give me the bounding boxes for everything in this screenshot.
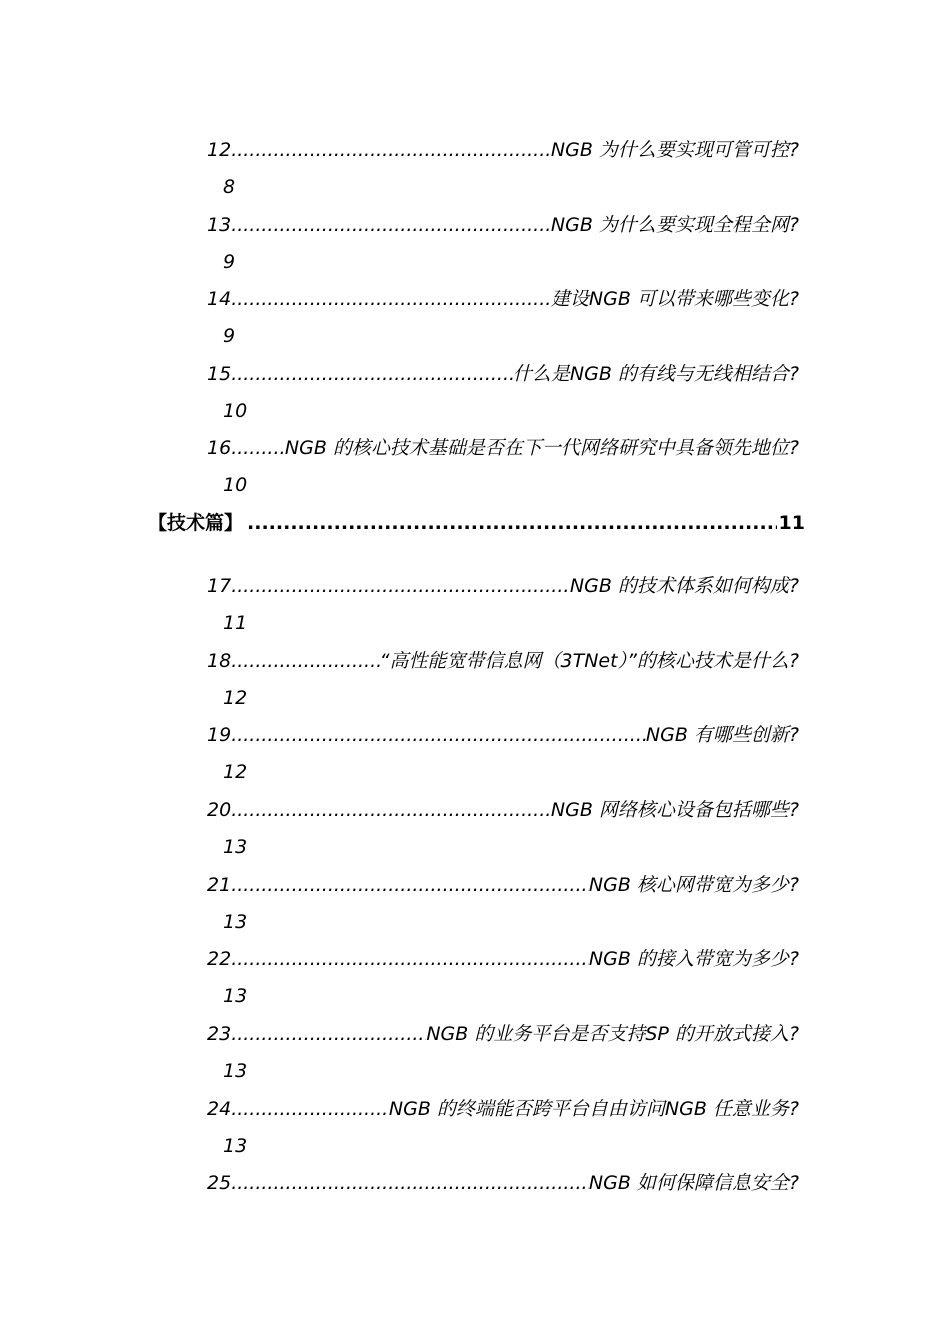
toc-dot-leader xyxy=(231,1023,426,1045)
toc-entry-22[interactable] xyxy=(207,948,799,1007)
toc-entry-25[interactable] xyxy=(207,1172,799,1194)
toc-entry-number: 19 xyxy=(207,724,232,746)
toc-dot-leader xyxy=(231,139,551,161)
toc-dot-leader xyxy=(231,363,513,385)
toc-entry-page: 11 xyxy=(223,612,248,634)
section-title: 【技术篇】 xyxy=(148,512,244,534)
toc-entry-number: 25 xyxy=(207,1172,232,1194)
toc-entry-title: NGB 的终端能否跨平台自由访问NGB 任意业务? xyxy=(388,1098,799,1120)
toc-dot-leader xyxy=(231,437,285,459)
toc-entry-title: NGB 网络核心设备包括哪些? xyxy=(550,799,799,821)
toc-entry-13[interactable] xyxy=(207,214,799,273)
toc-entry-14[interactable] xyxy=(207,288,799,347)
toc-entry-title: NGB 的技术体系如何构成? xyxy=(569,575,799,597)
toc-entry-title: NGB 的核心技术基础是否在下一代网络研究中具备领先地位? xyxy=(284,437,799,459)
toc-entry-17[interactable] xyxy=(207,575,799,634)
toc-entry-number: 16 xyxy=(207,437,232,459)
toc-entry-number: 12 xyxy=(207,139,232,161)
section-page: 11 xyxy=(778,512,805,534)
toc-entry-page: 13 xyxy=(223,1060,248,1082)
toc-entry-title: NGB 为什么要实现全程全网? xyxy=(550,214,799,236)
toc-dot-leader xyxy=(231,1172,589,1194)
toc-entry-title: NGB 如何保障信息安全? xyxy=(588,1172,799,1194)
toc-dot-leader xyxy=(231,650,379,672)
toc-entry-title: 什么是NGB 的有线与无线相结合? xyxy=(512,363,799,385)
toc-dot-leader xyxy=(231,575,570,597)
toc-dot-leader xyxy=(231,214,551,236)
toc-entry-number: 23 xyxy=(207,1023,232,1045)
toc-entry-title: NGB 核心网带宽为多少? xyxy=(588,874,799,896)
toc-dot-leader xyxy=(231,288,551,310)
toc-entry-number: 14 xyxy=(207,288,232,310)
toc-entry-18[interactable] xyxy=(207,650,799,709)
toc-entry-page: 13 xyxy=(223,1135,248,1157)
toc-section-heading[interactable] xyxy=(148,512,805,534)
toc-entry-number: 20 xyxy=(207,799,232,821)
toc-entry-number: 18 xyxy=(207,650,232,672)
toc-entry-number: 15 xyxy=(207,363,232,385)
toc-entry-page: 13 xyxy=(223,836,248,858)
toc-entry-page: 9 xyxy=(223,325,236,347)
toc-dot-leader xyxy=(231,948,589,970)
toc-entry-page: 9 xyxy=(223,251,236,273)
toc-entry-15[interactable] xyxy=(207,363,799,422)
toc-entry-title: “高性能宽带信息网（3TNet）”的核心技术是什么? xyxy=(379,650,799,672)
toc-entry-24[interactable] xyxy=(207,1098,799,1157)
toc-entry-page: 13 xyxy=(223,911,248,933)
toc-entry-title: NGB 的业务平台是否支持SP 的开放式接入? xyxy=(426,1023,799,1045)
toc-entry-page: 8 xyxy=(223,176,236,198)
toc-dot-leader xyxy=(231,874,589,896)
toc-entry-title: NGB 为什么要实现可管可控? xyxy=(550,139,799,161)
toc-entry-21[interactable] xyxy=(207,874,799,933)
toc-entry-12[interactable] xyxy=(207,139,799,198)
toc-dot-leader xyxy=(231,1098,389,1120)
toc-entry-number: 13 xyxy=(207,214,232,236)
toc-entry-number: 17 xyxy=(207,575,232,597)
toc-entry-number: 21 xyxy=(207,874,232,896)
toc-entry-page: 10 xyxy=(223,474,248,496)
toc-entry-page: 10 xyxy=(223,400,248,422)
toc-dot-leader xyxy=(231,799,551,821)
toc-dot-leader xyxy=(247,512,777,534)
toc-entry-page: 12 xyxy=(223,687,248,709)
toc-entry-title: 建设NGB 可以带来哪些变化? xyxy=(550,288,799,310)
toc-entry-16[interactable] xyxy=(207,437,799,496)
toc-entry-20[interactable] xyxy=(207,799,799,858)
toc-entry-19[interactable] xyxy=(207,724,799,783)
toc-entry-number: 22 xyxy=(207,948,232,970)
toc-entry-title: NGB 有哪些创新? xyxy=(645,724,799,746)
toc-dot-leader xyxy=(231,724,646,746)
toc-entry-title: NGB 的接入带宽为多少? xyxy=(588,948,799,970)
toc-entry-page: 12 xyxy=(223,761,248,783)
toc-entry-23[interactable] xyxy=(207,1023,799,1082)
toc-entry-page: 13 xyxy=(223,985,248,1007)
toc-entry-number: 24 xyxy=(207,1098,232,1120)
